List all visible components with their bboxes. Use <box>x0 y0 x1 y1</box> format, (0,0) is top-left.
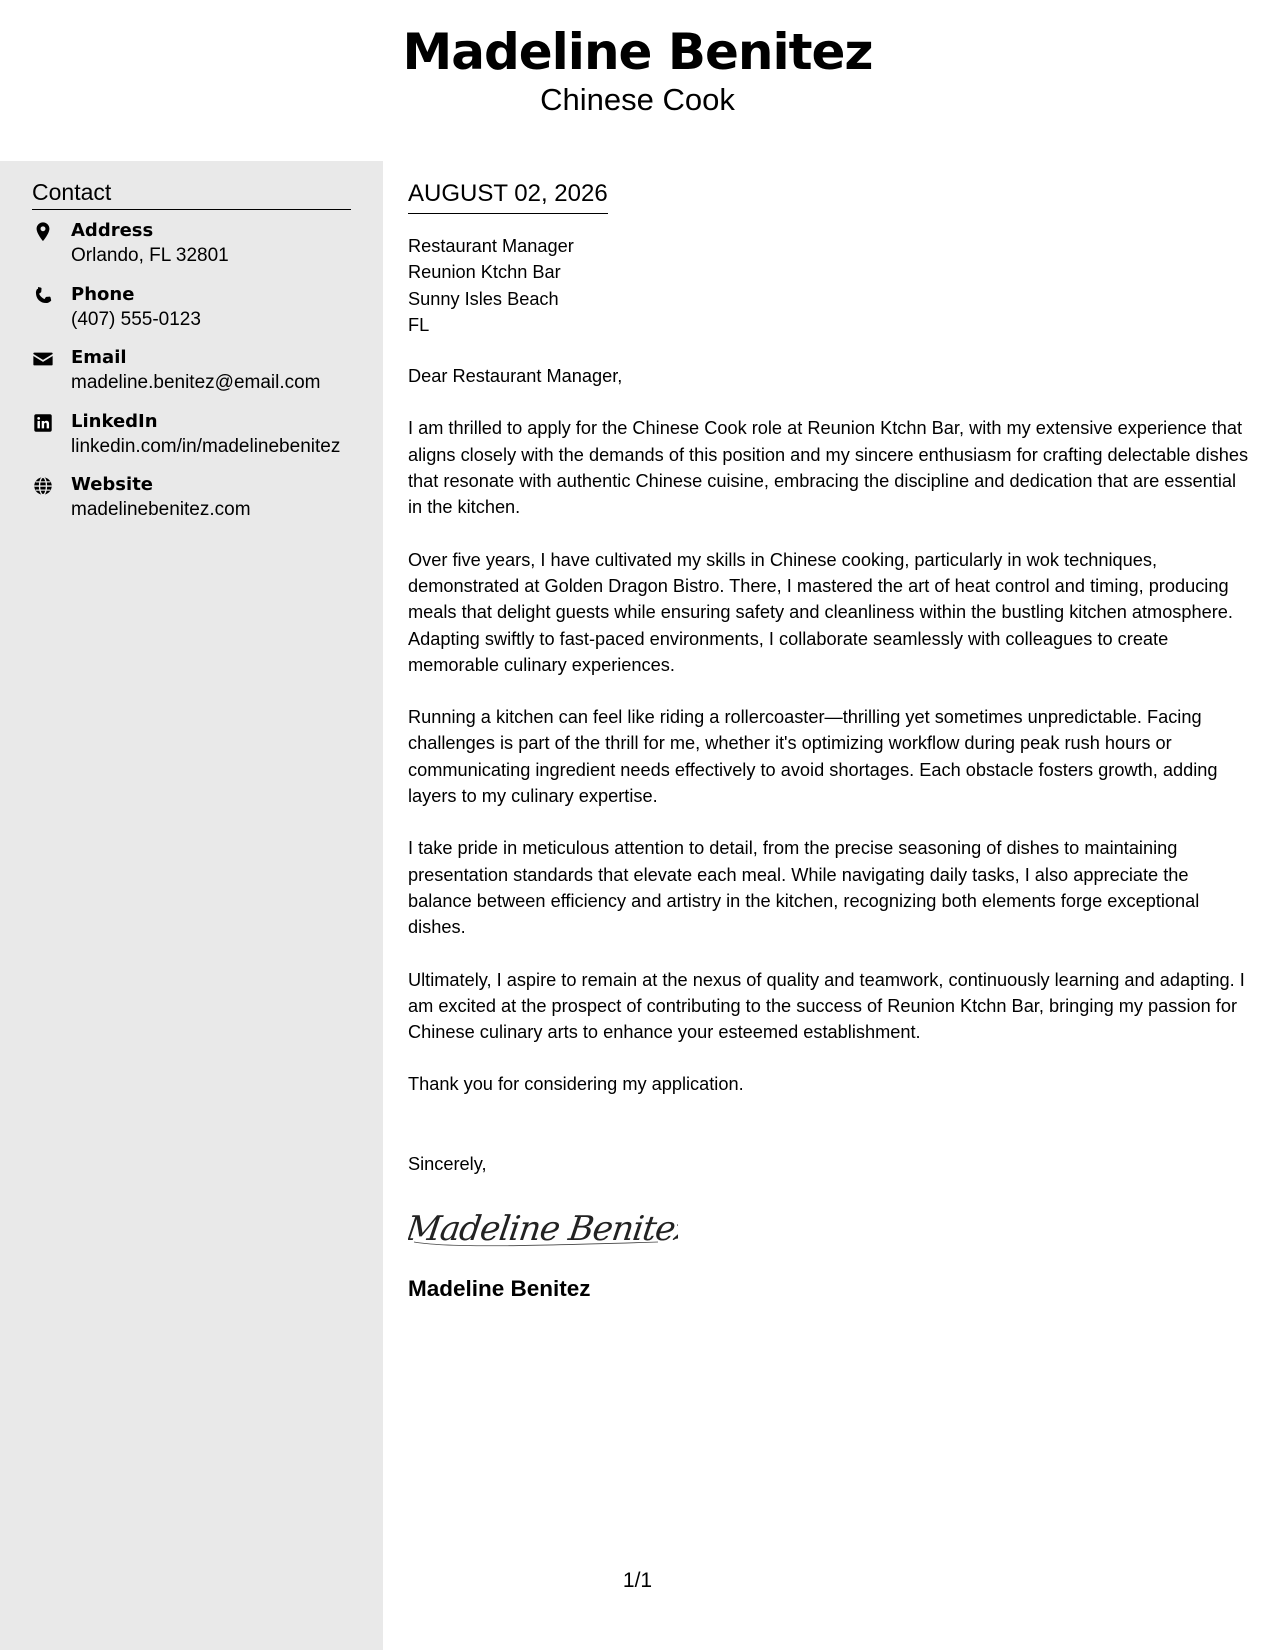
contact-item-website <box>32 473 372 537</box>
contact-value-phone: (407) 555-0123 <box>71 308 201 330</box>
paragraph: Ultimately, I aspire to remain at the nexus of quality and teamwork, continuously learning and adapting. I am excited at the prospect of contributing to the success of Reunion Ktchn Bar, bringing my passion for Chinese culinary arts to enhance your esteemed establishment. <box>408 969 1245 1043</box>
contact-label-address: Address <box>71 220 154 241</box>
paragraph: Running a kitchen can feel like riding a rollercoaster—thrilling yet sometimes unpredictable. Facing challenges is part of the thrill for me, whether it's optimizing workflow during peak rush hours or communicating ingredient needs effectively to avoid shortages. Each obstacle fosters growth, adding layers to my culinary expertise. <box>408 707 1218 807</box>
contact-label-linkedin: LinkedIn <box>71 410 158 432</box>
recipient-title: Restaurant Manager <box>408 236 574 256</box>
linkedin-icon <box>32 412 54 434</box>
envelope-icon <box>32 348 54 370</box>
contact-sidebar <box>0 161 383 1650</box>
contact-item-address <box>32 219 372 283</box>
globe-icon <box>32 475 54 497</box>
paragraph: I am thrilled to apply for the Chinese Cook role at Reunion Ktchn Bar, with my extensive experience that aligns closely with the demands of this position and my sincere enthusiasm for crafting delectable dishes that resonate with authentic Chinese cuisine, embracing the discipline and dedication that are essential in the kitchen. <box>408 418 1249 518</box>
contact-item-phone <box>32 283 372 347</box>
paragraph: Thank you for considering my application. <box>408 1074 744 1095</box>
letter-date: AUGUST 02, 2026 <box>408 179 608 214</box>
recipient-block <box>408 233 1253 338</box>
signature-image <box>408 1204 678 1254</box>
salutation: Dear Restaurant Manager, <box>408 366 623 387</box>
contact-label-website: Website <box>71 474 154 495</box>
signer-name: Madeline Benitez <box>408 1276 591 1302</box>
header <box>0 0 1275 161</box>
map-pin-icon <box>32 221 54 243</box>
paragraph: Over five years, I have cultivated my skills in Chinese cooking, particularly in wok techniques, demonstrated at Golden Dragon Bistro. There, I mastered the art of heat control and timing, producing meals that delight guests while ensuring safety and cleanliness within the bustling kitchen atmosphere. Adapting swiftly to fast-paced environments, I collaborate seamlessly with colleagues to create memorable culinary experiences. <box>408 549 1233 675</box>
handwritten-signature <box>408 1204 1253 1254</box>
letter-body <box>408 161 1253 1303</box>
contact-label-email: Email <box>71 347 127 368</box>
recipient-city: Sunny Isles Beach <box>408 288 559 309</box>
contact-list <box>32 219 372 537</box>
contact-label-phone: Phone <box>71 283 135 305</box>
contact-value-email: madeline.benitez@email.com <box>71 372 321 393</box>
contact-value-website: madelinebenitez.com <box>71 499 251 520</box>
contact-value-address: Orlando, FL 32801 <box>71 245 229 266</box>
phone-icon <box>32 285 54 307</box>
contact-item-linkedin <box>32 410 372 474</box>
svg-text:Madeline Benitez: Madeline Benitez <box>408 1209 678 1249</box>
applicant-name: Madeline Benitez <box>402 23 873 81</box>
contact-item-email <box>32 346 372 410</box>
paragraph: I take pride in meticulous attention to detail, from the precise seasoning of dishes to maintaining presentation standards that elevate each meal. While navigating daily tasks, I also appreciate the balance between efficiency and artistry in the kitchen, recognizing both elements forge exceptional dishes. <box>408 838 1200 938</box>
applicant-role: Chinese Cook <box>540 82 735 117</box>
recipient-company: Reunion Ktchn Bar <box>408 262 561 283</box>
page-number: 1/1 <box>622 1569 653 1592</box>
contact-value-linkedin: linkedin.com/in/madelinebenitez <box>71 435 341 457</box>
contact-title: Contact <box>32 177 351 210</box>
recipient-state: FL <box>408 314 430 335</box>
closing: Sincerely, <box>408 1153 487 1174</box>
